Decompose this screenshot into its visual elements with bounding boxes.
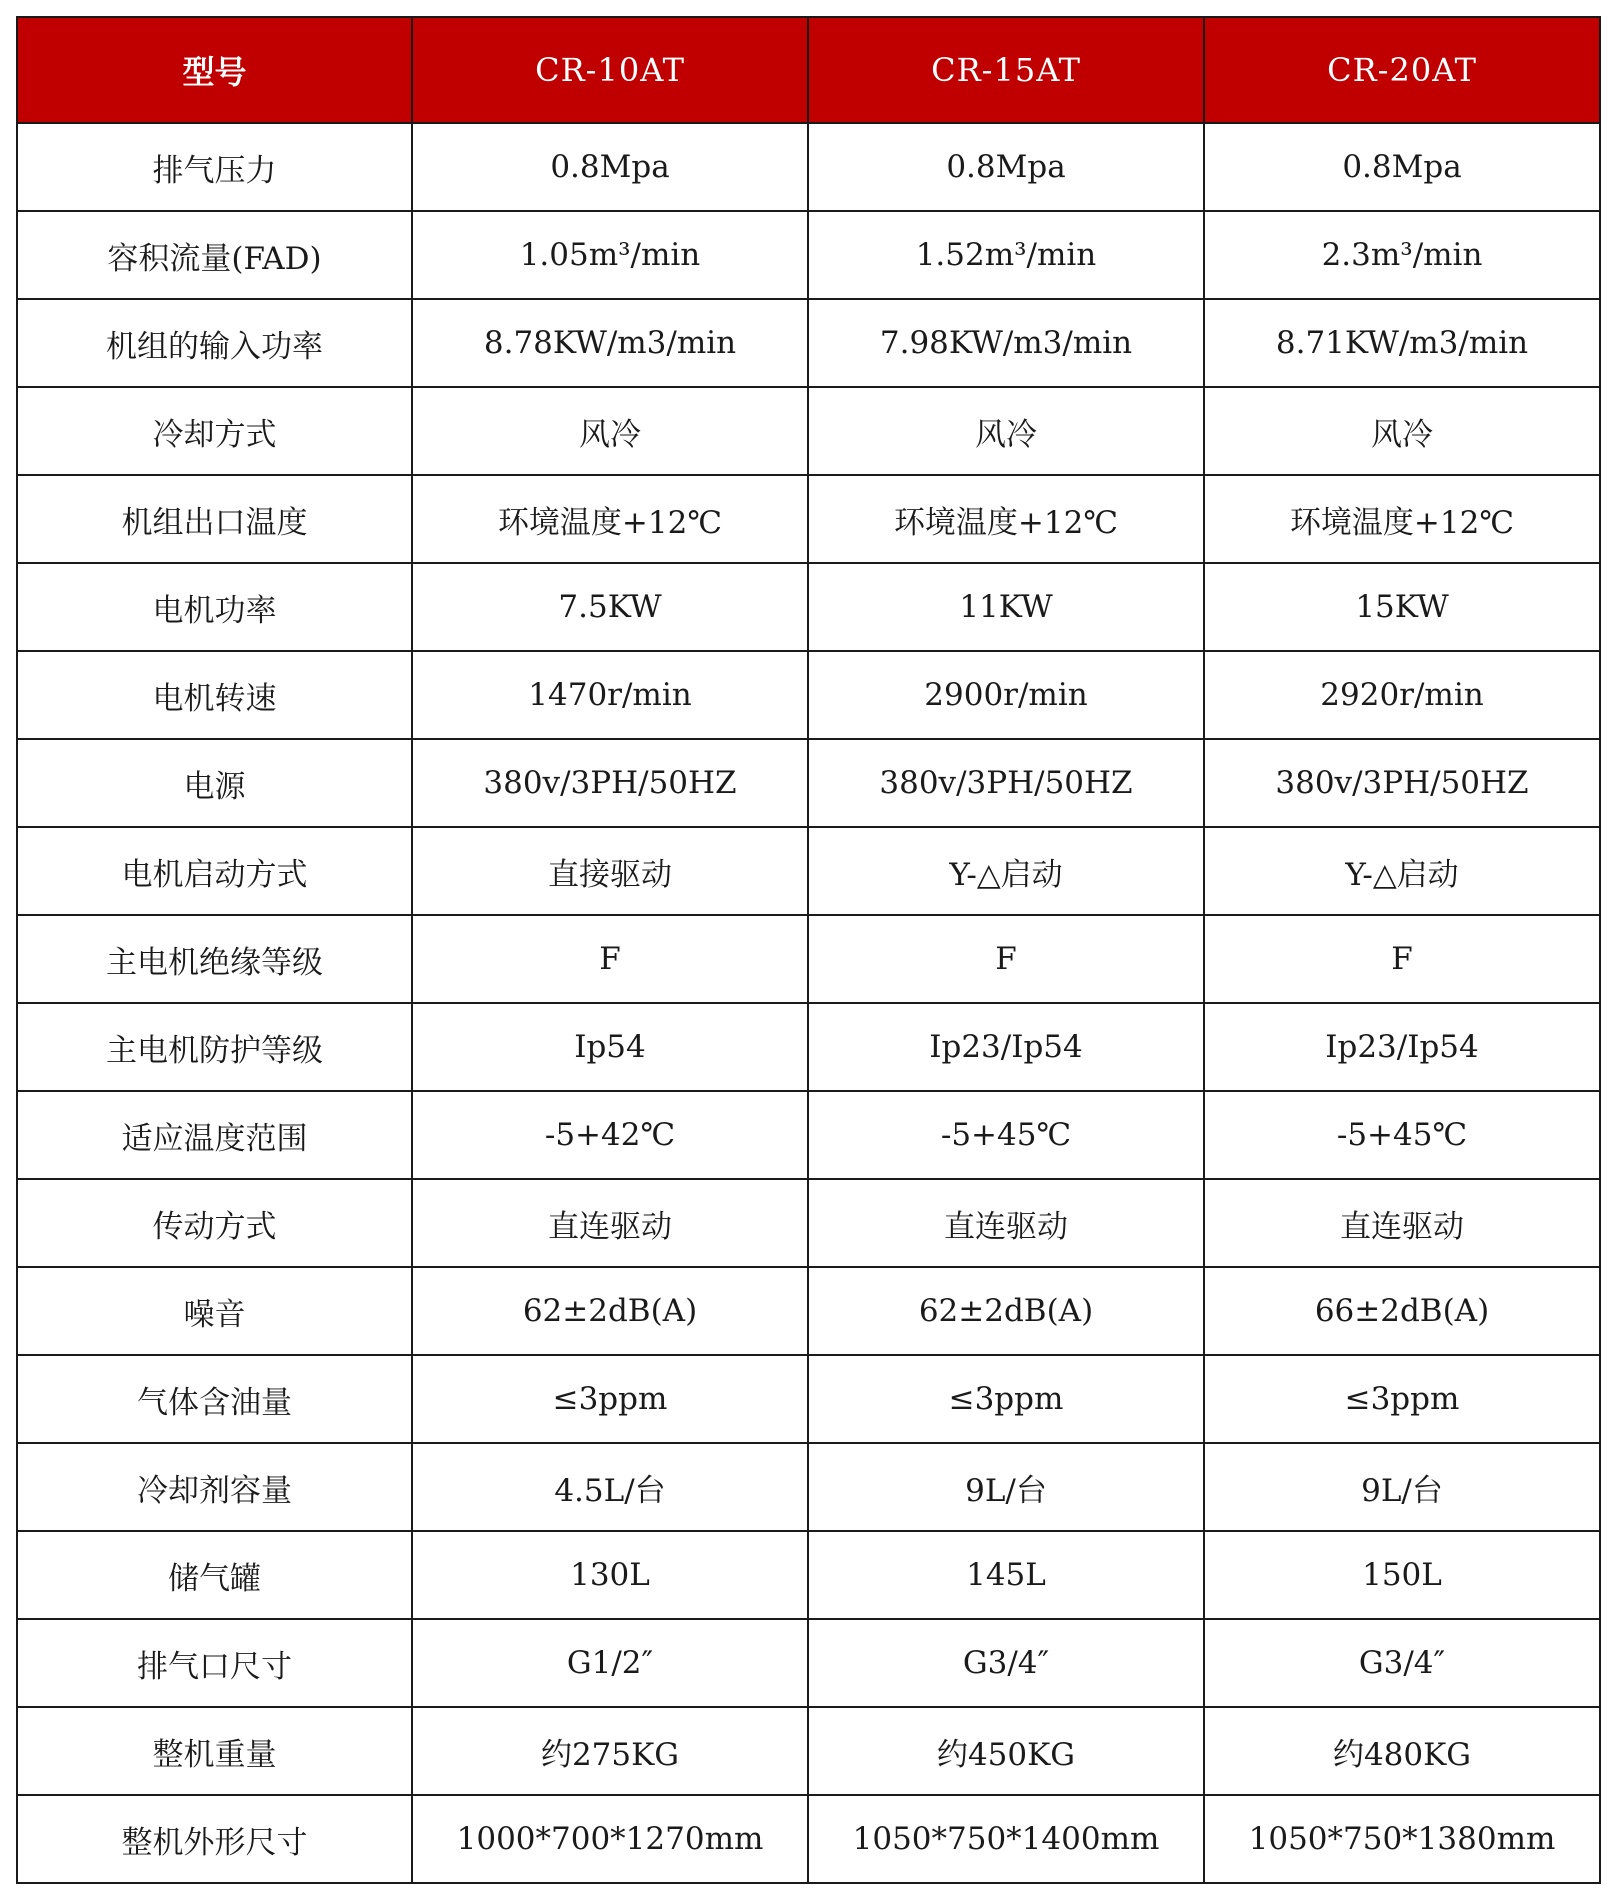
row-label: 机组的输入功率 — [17, 299, 412, 387]
table-row — [17, 827, 1600, 915]
value-cell: 380v/3PH/50HZ — [808, 739, 1204, 827]
value-cell: F — [808, 915, 1204, 1003]
value-cell: Y-△启动 — [808, 827, 1204, 915]
table-row — [17, 1355, 1600, 1443]
value-cell: -5+45℃ — [808, 1091, 1204, 1179]
value-cell: 0.8Mpa — [808, 123, 1204, 211]
value-cell: 145L — [808, 1531, 1204, 1619]
value-cell: 15KW — [1204, 563, 1600, 651]
value-cell: -5+45℃ — [1204, 1091, 1600, 1179]
table-row — [17, 387, 1600, 475]
value-cell: Ip54 — [412, 1003, 808, 1091]
table-row — [17, 211, 1600, 299]
value-cell: 1000*700*1270mm — [412, 1795, 808, 1883]
table-row — [17, 123, 1600, 211]
value-cell: 风冷 — [808, 387, 1204, 475]
value-cell: 风冷 — [412, 387, 808, 475]
table-row — [17, 1003, 1600, 1091]
table-row — [17, 1531, 1600, 1619]
value-cell: 66±2dB(A) — [1204, 1267, 1600, 1355]
row-label: 电机转速 — [17, 651, 412, 739]
value-cell: 环境温度+12℃ — [808, 475, 1204, 563]
value-cell: 直连驱动 — [808, 1179, 1204, 1267]
table-row — [17, 1267, 1600, 1355]
row-label: 冷却方式 — [17, 387, 412, 475]
table-row — [17, 1091, 1600, 1179]
row-label: 电机功率 — [17, 563, 412, 651]
value-cell: 130L — [412, 1531, 808, 1619]
value-cell: 7.98KW/m3/min — [808, 299, 1204, 387]
value-cell: ≤3ppm — [412, 1355, 808, 1443]
row-label: 主电机防护等级 — [17, 1003, 412, 1091]
row-label: 排气压力 — [17, 123, 412, 211]
value-cell: G1/2″ — [412, 1619, 808, 1707]
table-row — [17, 739, 1600, 827]
value-cell: 7.5KW — [412, 563, 808, 651]
row-label: 主电机绝缘等级 — [17, 915, 412, 1003]
value-cell: 11KW — [808, 563, 1204, 651]
header-row — [17, 17, 1600, 123]
value-cell: F — [1204, 915, 1600, 1003]
value-cell: 约450KG — [808, 1707, 1204, 1795]
table-row — [17, 563, 1600, 651]
table-row — [17, 475, 1600, 563]
table-row — [17, 299, 1600, 387]
value-cell: 环境温度+12℃ — [1204, 475, 1600, 563]
header-label-cell: 型号 — [17, 17, 412, 123]
value-cell: 0.8Mpa — [1204, 123, 1600, 211]
row-label: 冷却剂容量 — [17, 1443, 412, 1531]
table-row — [17, 1707, 1600, 1795]
value-cell: 1050*750*1380mm — [1204, 1795, 1600, 1883]
value-cell: 约275KG — [412, 1707, 808, 1795]
value-cell: 1.52m³/min — [808, 211, 1204, 299]
value-cell: G3/4″ — [808, 1619, 1204, 1707]
value-cell: 380v/3PH/50HZ — [1204, 739, 1600, 827]
row-label: 电源 — [17, 739, 412, 827]
value-cell: 直接驱动 — [412, 827, 808, 915]
value-cell: 2920r/min — [1204, 651, 1600, 739]
table-row — [17, 1443, 1600, 1531]
header-model-cell: CR-15AT — [808, 17, 1204, 123]
value-cell: 9L/台 — [808, 1443, 1204, 1531]
value-cell: 380v/3PH/50HZ — [412, 739, 808, 827]
value-cell: 9L/台 — [1204, 1443, 1600, 1531]
value-cell: 2.3m³/min — [1204, 211, 1600, 299]
value-cell: 1050*750*1400mm — [808, 1795, 1204, 1883]
value-cell: 直连驱动 — [1204, 1179, 1600, 1267]
value-cell: 62±2dB(A) — [808, 1267, 1204, 1355]
value-cell: ≤3ppm — [808, 1355, 1204, 1443]
value-cell: Ip23/Ip54 — [808, 1003, 1204, 1091]
table-row — [17, 1619, 1600, 1707]
value-cell: 62±2dB(A) — [412, 1267, 808, 1355]
spec-table — [16, 16, 1601, 1884]
table-row — [17, 1795, 1600, 1883]
value-cell: 8.71KW/m3/min — [1204, 299, 1600, 387]
value-cell: 150L — [1204, 1531, 1600, 1619]
table-row — [17, 915, 1600, 1003]
value-cell: F — [412, 915, 808, 1003]
value-cell: Y-△启动 — [1204, 827, 1600, 915]
header-model-cell: CR-10AT — [412, 17, 808, 123]
row-label: 电机启动方式 — [17, 827, 412, 915]
value-cell: Ip23/Ip54 — [1204, 1003, 1600, 1091]
value-cell: 8.78KW/m3/min — [412, 299, 808, 387]
value-cell: 1.05m³/min — [412, 211, 808, 299]
table-row — [17, 651, 1600, 739]
value-cell: G3/4″ — [1204, 1619, 1600, 1707]
table-row — [17, 1179, 1600, 1267]
row-label: 整机外形尺寸 — [17, 1795, 412, 1883]
row-label: 容积流量(FAD) — [17, 211, 412, 299]
value-cell: -5+42℃ — [412, 1091, 808, 1179]
value-cell: 风冷 — [1204, 387, 1600, 475]
row-label: 适应温度范围 — [17, 1091, 412, 1179]
value-cell: ≤3ppm — [1204, 1355, 1600, 1443]
value-cell: 1470r/min — [412, 651, 808, 739]
row-label: 气体含油量 — [17, 1355, 412, 1443]
value-cell: 约480KG — [1204, 1707, 1600, 1795]
row-label: 储气罐 — [17, 1531, 412, 1619]
row-label: 噪音 — [17, 1267, 412, 1355]
value-cell: 0.8Mpa — [412, 123, 808, 211]
value-cell: 2900r/min — [808, 651, 1204, 739]
row-label: 排气口尺寸 — [17, 1619, 412, 1707]
row-label: 整机重量 — [17, 1707, 412, 1795]
row-label: 传动方式 — [17, 1179, 412, 1267]
header-model-cell: CR-20AT — [1204, 17, 1600, 123]
value-cell: 直连驱动 — [412, 1179, 808, 1267]
value-cell: 4.5L/台 — [412, 1443, 808, 1531]
value-cell: 环境温度+12℃ — [412, 475, 808, 563]
row-label: 机组出口温度 — [17, 475, 412, 563]
